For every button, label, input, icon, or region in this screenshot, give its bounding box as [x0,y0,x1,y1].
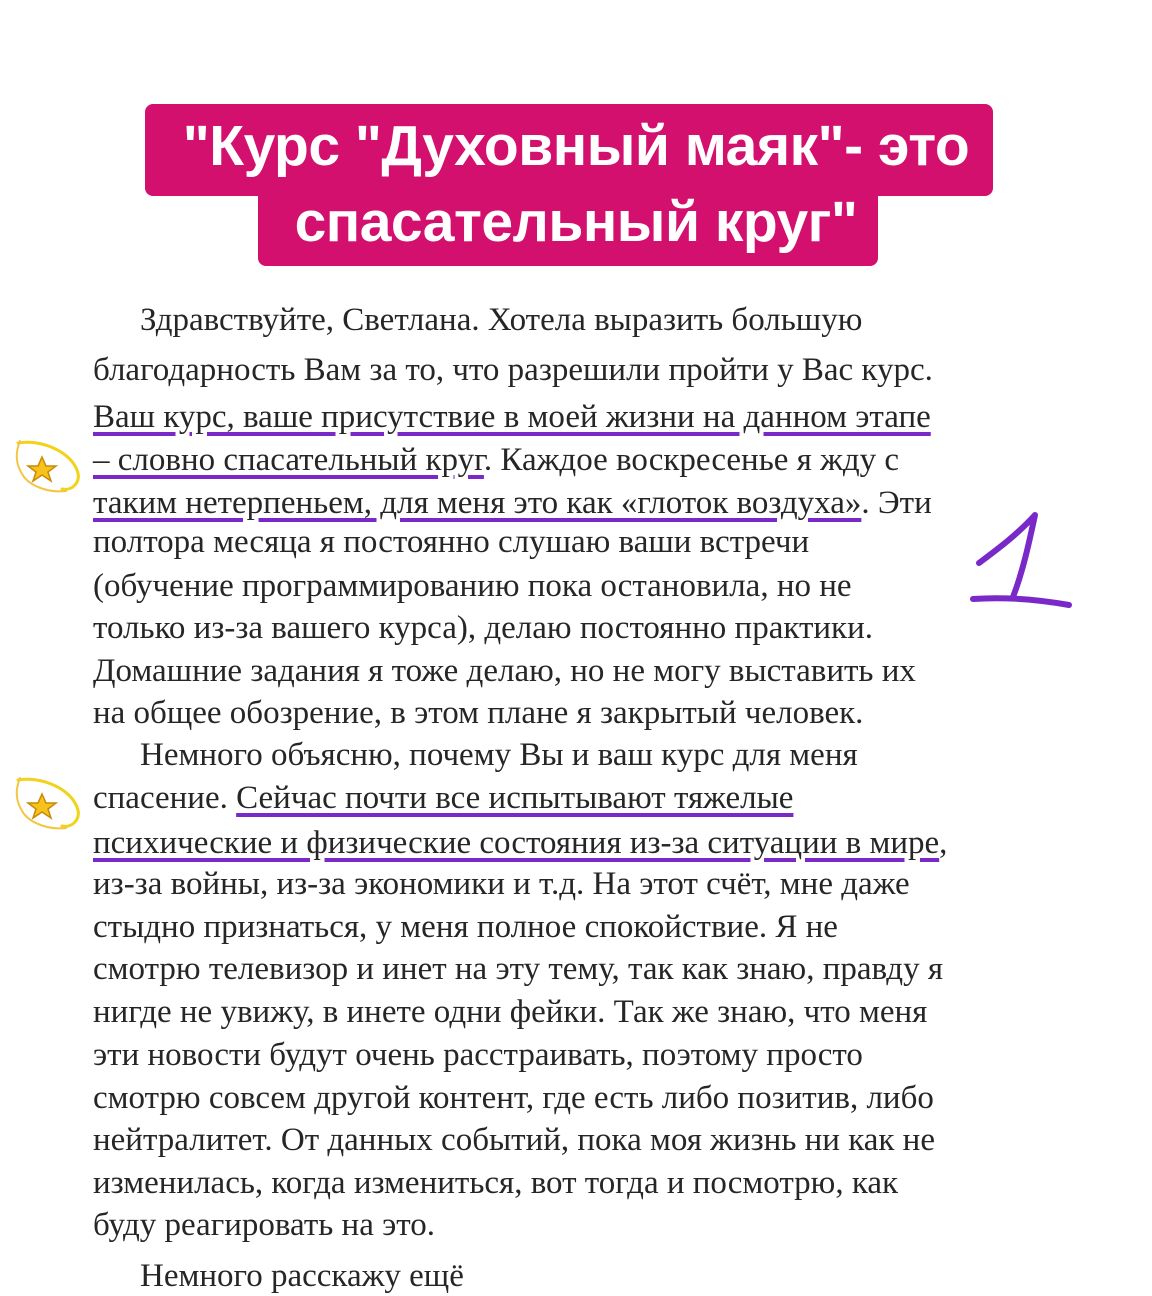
text-line: нигде не увижу, в инете одни фейки. Так же знаю, что меня [93,994,928,1030]
text-span: спасение. [93,780,237,816]
text-line: (обучение программированию пока остановила, но не [93,568,852,604]
text-span: . Каждое воскресенье я жду с [483,442,900,478]
text-line: Домашние задания я тоже делаю, но не могу выставить их [93,653,916,689]
glowing-star-icon [10,433,85,501]
text-line: смотрю телевизор и инет на эту тему, так как знаю, правду я [93,951,943,987]
annotation-number: 1 [965,505,966,506]
text-line: стыдно признаться, у меня полное спокойствие. Я не [93,909,838,945]
text-line: нейтралитет. От данных событий, пока моя жизнь ни как не [93,1122,935,1158]
text-line [93,440,899,480]
text-line: Здравствуйте, Светлана. Хотела выразить большую [140,302,863,338]
handwritten-number-one [965,505,1080,615]
text-line: Немного расскажу ещё [140,1258,464,1294]
text-line [93,823,947,863]
text-span: , [939,825,948,861]
text-line [93,778,793,818]
highlighted-text: – словно спасательный круг [93,442,484,478]
title-line2: спасательный круг" [294,190,858,254]
glowing-star-icon [10,770,85,838]
text-line: только из-за вашего курса), делаю постоянно практики. [93,610,873,646]
text-line: смотрю совсем другой контент, где есть либо позитив, либо [93,1080,934,1116]
highlighted-text: таким нетерпеньем, для меня это как «глоток воздуха» [93,485,862,521]
cut-off-text-line [138,1252,464,1294]
highlighted-text-line: Ваш курс, ваше присутствие в моей жизни на данном этапе [93,399,931,435]
title-line1: "Курс "Духовный маяк"- это [182,114,970,178]
text-line: полтора месяца я постоянно слушаю ваши встречи [93,524,810,560]
highlighted-text: психические и физические состояния из-за ситуации в мире [93,825,940,861]
text-line: благодарность Вам за то, что разрешили пройти у Вас курс. [93,352,933,388]
highlighted-text: Сейчас почти все испытывают тяжелые [236,780,794,816]
text-line [93,483,932,523]
text-line: изменилась, когда измениться, вот тогда и посмотрю, как [93,1165,899,1201]
text-line: буду реагировать на это. [93,1207,436,1243]
text-span: . Эти [861,485,932,521]
text-line: на общее обозрение, в этом плане я закрытый человек. [93,695,864,731]
text-line: эти новости будут очень расстраивать, поэтому просто [93,1037,863,1073]
text-line: из-за войны, из-за экономики и т.д. На этот счёт, мне даже [93,866,910,902]
text-line: Немного объясню, почему Вы и ваш курс для меня [140,737,858,773]
